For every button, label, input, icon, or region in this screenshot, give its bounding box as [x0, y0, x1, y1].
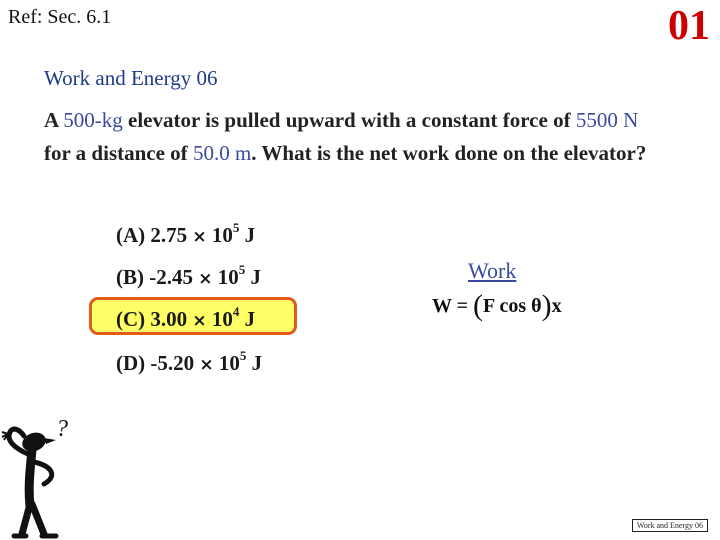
work-link[interactable]: Work: [468, 258, 517, 283]
choice-c-times: ×: [192, 311, 207, 331]
choice-b-exponent: 5: [238, 262, 246, 277]
choice-c-base: 10: [206, 307, 233, 331]
choice-b-label: (B) -2.45: [116, 265, 199, 289]
choice-c[interactable]: [116, 306, 255, 332]
choice-b[interactable]: [116, 264, 261, 290]
svg-text:?: ?: [56, 416, 68, 442]
choice-c-label: (C) 3.00: [116, 307, 193, 331]
choice-a-unit: J: [239, 223, 256, 247]
choice-a-exponent: 5: [232, 220, 240, 235]
formula-open-paren: (: [473, 289, 484, 322]
formula-close-paren: ): [541, 289, 552, 322]
question-force: 5500 N: [575, 108, 639, 132]
choice-c-exponent: 4: [232, 304, 240, 319]
question-mass: 500-kg: [63, 108, 123, 132]
question-text: [44, 104, 664, 170]
formula-lhs: W =: [432, 295, 474, 317]
choice-d-base: 10: [213, 351, 240, 375]
choice-c-unit: J: [239, 307, 256, 331]
choice-b-base: 10: [212, 265, 239, 289]
question-part-2: elevator is pulled upward with a constant force of: [122, 108, 576, 132]
choice-b-unit: J: [245, 265, 261, 289]
question-part-1: A: [44, 108, 64, 132]
question-part-3: for a distance of: [44, 141, 193, 165]
thinking-stick-figure-icon: [0, 410, 112, 540]
choice-d-exponent: 5: [239, 348, 247, 363]
choice-d-times: ×: [199, 355, 214, 375]
slide-number: 01: [668, 3, 710, 49]
choice-d-unit: J: [246, 351, 263, 375]
choice-a[interactable]: [116, 222, 255, 248]
formula-rhs: x: [551, 295, 562, 317]
question-part-4: . What is the net work done on the elevator?: [251, 141, 647, 165]
question-distance: 50.0 m: [192, 141, 252, 165]
choice-a-times: ×: [192, 227, 207, 247]
choice-d[interactable]: [116, 350, 262, 376]
choice-a-label: (A) 2.75: [116, 223, 193, 247]
footer-label: Work and Energy 06: [632, 519, 708, 532]
slide-title: Work and Energy 06: [44, 66, 218, 90]
choice-d-label: (D) -5.20: [116, 351, 200, 375]
choice-a-base: 10: [206, 223, 233, 247]
reference-label: Ref: Sec. 6.1: [8, 6, 112, 28]
formula-inner: F cos θ: [483, 295, 542, 317]
work-formula: [432, 286, 562, 320]
choice-b-times: ×: [198, 269, 213, 289]
